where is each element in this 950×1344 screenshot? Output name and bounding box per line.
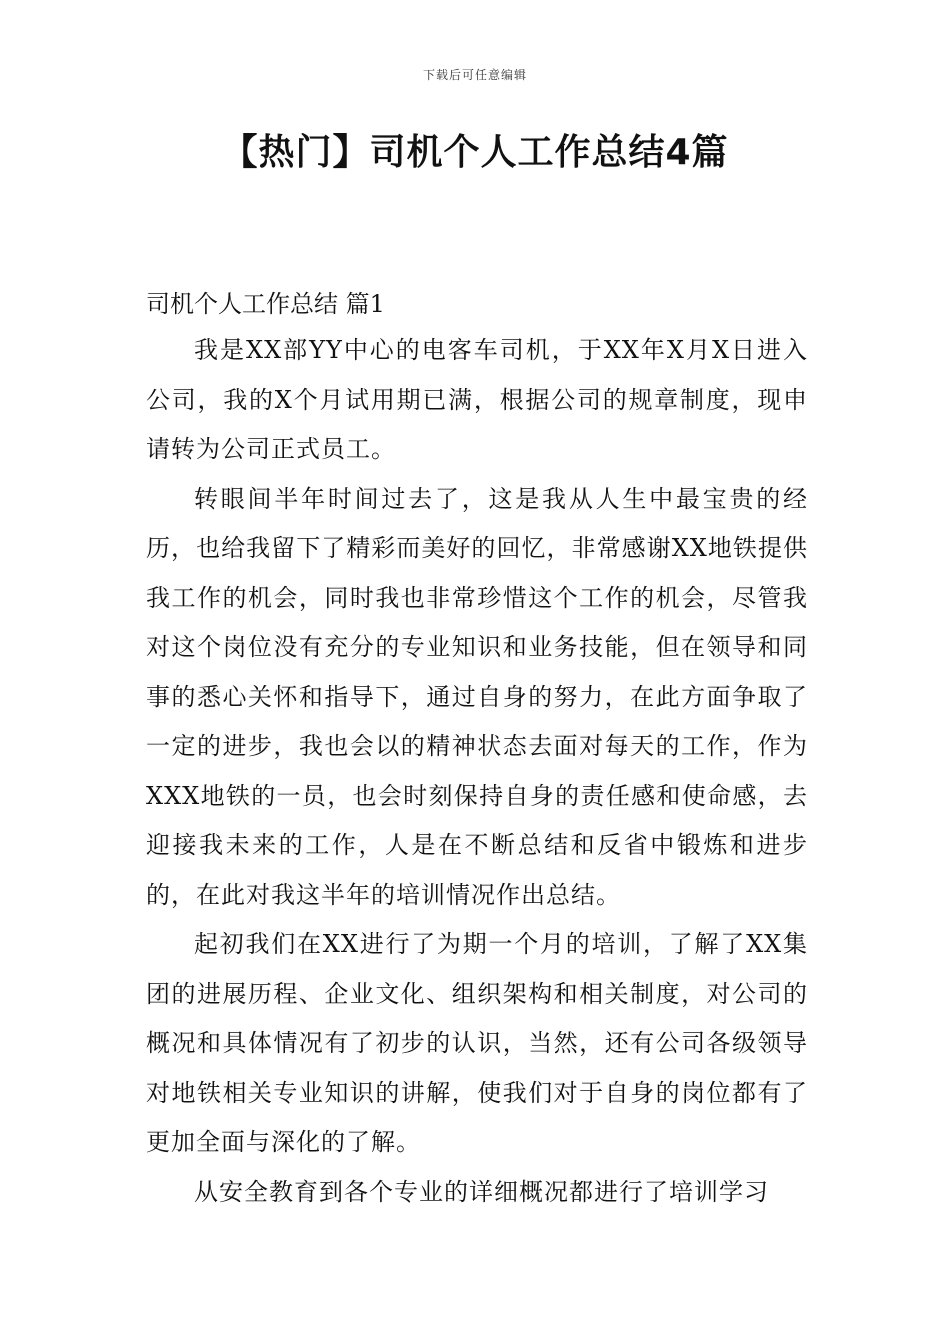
paragraph-2: 转眼间半年时间过去了，这是我从人生中最宝贵的经历，也给我留下了精彩而美好的回忆，非常感谢XX地铁提供我工作的机会，同时我也非常珍惜这个工作的机会，尽管我对这个岗位没有充分的专业知识和业务技能，但在领导和同事的悉心关怀和指导下，通过自身的努力，在此方面争取了一定的进步，我也会以的精神状态去面对每天的工作，作为XXX地铁的一员，也会时刻保持自身的责任感和使命感，去迎接我未来的工作，人是在不断总结和反省中锻炼和进步的，在此对我这半年的培训情况作出总结。: [146, 484, 808, 909]
paragraph-1: 我是XX部YY中心的电客车司机，于XX年X月X日进入公司，我的X个月试用期已满，根据公司的规章制度，现申请转为公司正式员工。: [146, 336, 808, 463]
document-title: 【热门】司机个人工作总结4篇: [221, 132, 729, 173]
body-text: [146, 326, 808, 1217]
section-heading: 司机个人工作总结 篇1: [146, 290, 385, 318]
header-note: 下载后可任意编辑: [422, 68, 527, 82]
paragraph-3: 起初我们在XX进行了为期一个月的培训，了解了XX集团的进展历程、企业文化、组织架构和相关制度，对公司的概况和具体情况有了初步的认识，当然，还有公司各级领导对地铁相关专业知识的讲解，使我们对于自身的岗位都有了更加全面与深化的了解。: [146, 930, 808, 1156]
paragraph-4: 从安全教育到各个专业的详细概况都进行了培训学习: [194, 1177, 769, 1206]
